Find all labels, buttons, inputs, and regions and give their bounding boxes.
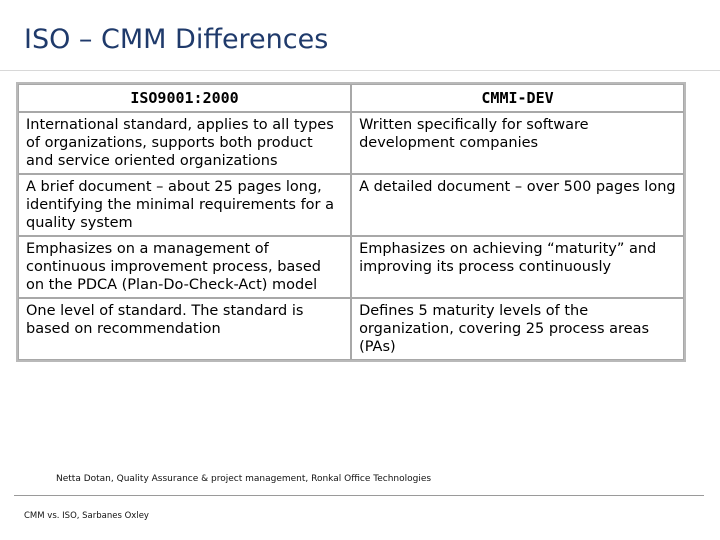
author-footnote: Netta Dotan, Quality Assurance & project management, Ronkal Office Technologies <box>56 474 432 484</box>
cell-cmmi-levels: Defines 5 maturity levels of the organization, covering 25 process areas (PAs) <box>351 298 684 360</box>
table-header-row <box>18 84 684 112</box>
table-row <box>18 174 684 236</box>
comparison-table <box>16 82 686 362</box>
cell-iso-document: A brief document – about 25 pages long, identifying the minimal requirements for a quality system <box>18 174 351 236</box>
table-row <box>18 112 684 174</box>
cell-iso-levels: One level of standard. The standard is based on recommendation <box>18 298 351 360</box>
footer-divider <box>14 495 704 496</box>
footer-label: CMM vs. ISO, Sarbanes Oxley <box>24 511 149 521</box>
title-divider <box>0 70 720 71</box>
cell-cmmi-document: A detailed document – over 500 pages long <box>351 174 684 236</box>
cell-iso-emphasis: Emphasizes on a management of continuous improvement process, based on the PDCA (Plan-Do-Check-Act) model <box>18 236 351 298</box>
header-cmmi: CMMI-DEV <box>351 84 684 112</box>
cell-cmmi-scope: Written specifically for software development companies <box>351 112 684 174</box>
header-iso: ISO9001:2000 <box>18 84 351 112</box>
cell-cmmi-emphasis: Emphasizes on achieving “maturity” and improving its process continuously <box>351 236 684 298</box>
table-row <box>18 236 684 298</box>
table-row <box>18 298 684 360</box>
cell-iso-scope: International standard, applies to all types of organizations, supports both product and service oriented organizations <box>18 112 351 174</box>
slide-title: ISO – CMM Differences <box>24 24 329 55</box>
